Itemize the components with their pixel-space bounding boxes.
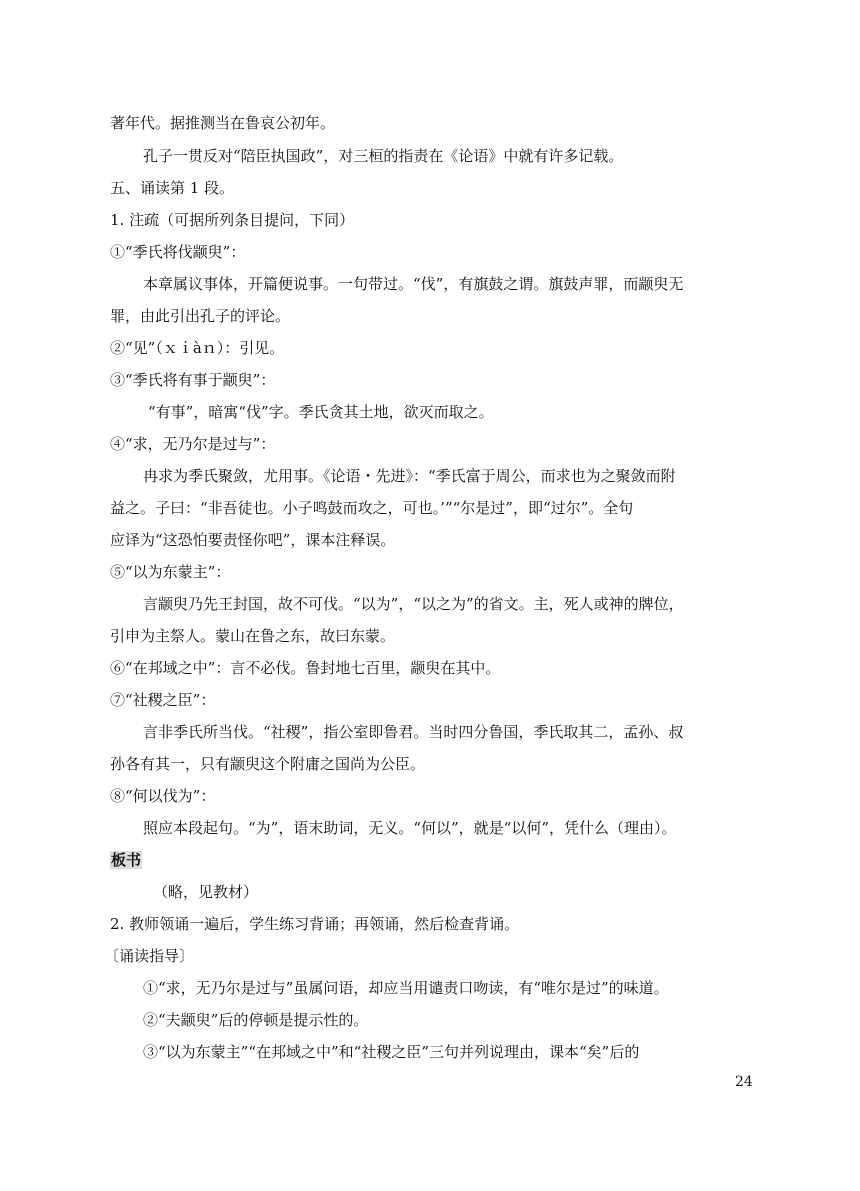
- text-line: （略，见教材）: [153, 883, 259, 901]
- text-line: 引申为主祭人。蒙山在鲁之东，故曰东蒙。: [110, 627, 396, 645]
- text-line: ③“以为东蒙主”“在邦域之中”和“社稷之臣”三句并列说理由，课本“矣”后的: [143, 1043, 640, 1061]
- board-label: 板书: [111, 851, 142, 869]
- note-heading: ②“见”（ｘｉàｎ）：引见。: [110, 339, 285, 357]
- text-line: 应译为“这恐怕要责怪你吧”，课本注释误。: [110, 531, 396, 549]
- text-line: 孙各有其一，只有颛臾这个附庸之国尚为公臣。: [110, 755, 426, 773]
- text-line: ②“夫颛臾”后的停顿是提示性的。: [143, 1011, 369, 1029]
- note-heading: ⑧“何以伐为”：: [110, 787, 216, 805]
- sub-heading: 2. 教师领诵一遍后，学生练习背诵；再领诵，然后检查背诵。: [110, 915, 520, 933]
- text-line: 本章属议事体，开篇便说事。一句带过。“伐”，有旗鼓之谓。旗鼓声罪，而颛臾无: [143, 275, 684, 293]
- text-line: 言非季氏所当伐。“社稷”，指公室即鲁君。当时四分鲁国，季氏取其二，孟孙、叔: [143, 723, 684, 741]
- text-line: 冉求为季氏聚敛，尤用事。《论语・先进》：“季氏富于周公，而求也为之聚敛而附: [143, 467, 676, 485]
- note-heading: ⑦“社稷之臣”：: [110, 691, 216, 709]
- board-heading: [110, 850, 755, 870]
- note-heading: ③“季氏将有事于颛臾”：: [110, 371, 276, 389]
- note-heading: ⑤“以为东蒙主”：: [110, 563, 231, 581]
- text-line: 罪，由此引出孔子的评论。: [110, 307, 291, 325]
- text-line: 著年代。据推测当在鲁哀公初年。: [110, 114, 336, 132]
- text-line: 孔子一贯反对“陪臣执国政”，对三桓的指责在《论语》中就有许多记载。: [143, 147, 624, 165]
- text-line: “有事”，暗寓“伐”字。季氏贪其土地，欲灭而取之。: [148, 403, 494, 421]
- page-number: 24: [735, 1074, 753, 1090]
- text-line: 益之。子曰：“非吾徒也。小子鸣鼓而攻之，可也。’”“尔是过”，即“过尔”。全句: [110, 499, 634, 517]
- text-line: 照应本段起句。“为”，语末助词，无义。“何以”，就是“以何”，凭什么（理由）。: [143, 819, 677, 837]
- note-heading: ⑥“在邦域之中”：言不必伐。鲁封地七百里，颛臾在其中。: [110, 659, 501, 677]
- sub-heading: 1. 注疏（可据所列条目提问，下同）: [110, 211, 355, 229]
- note-heading: ④“求，无乃尔是过与”：: [110, 435, 276, 453]
- section-heading: 五、诵读第 1 段。: [110, 179, 235, 197]
- text-line: ①“求，无乃尔是过与”虽属问语，却应当用谴责口吻读，有“唯尔是过”的味道。: [143, 979, 669, 997]
- text-line: 言颛臾乃先王封国，故不可伐。“以为”，“以之为”的省文。主，死人或神的牌位，: [143, 595, 684, 613]
- note-heading: ①“季氏将伐颛臾”：: [110, 243, 246, 261]
- guide-heading: 〔诵读指导〕: [104, 947, 195, 965]
